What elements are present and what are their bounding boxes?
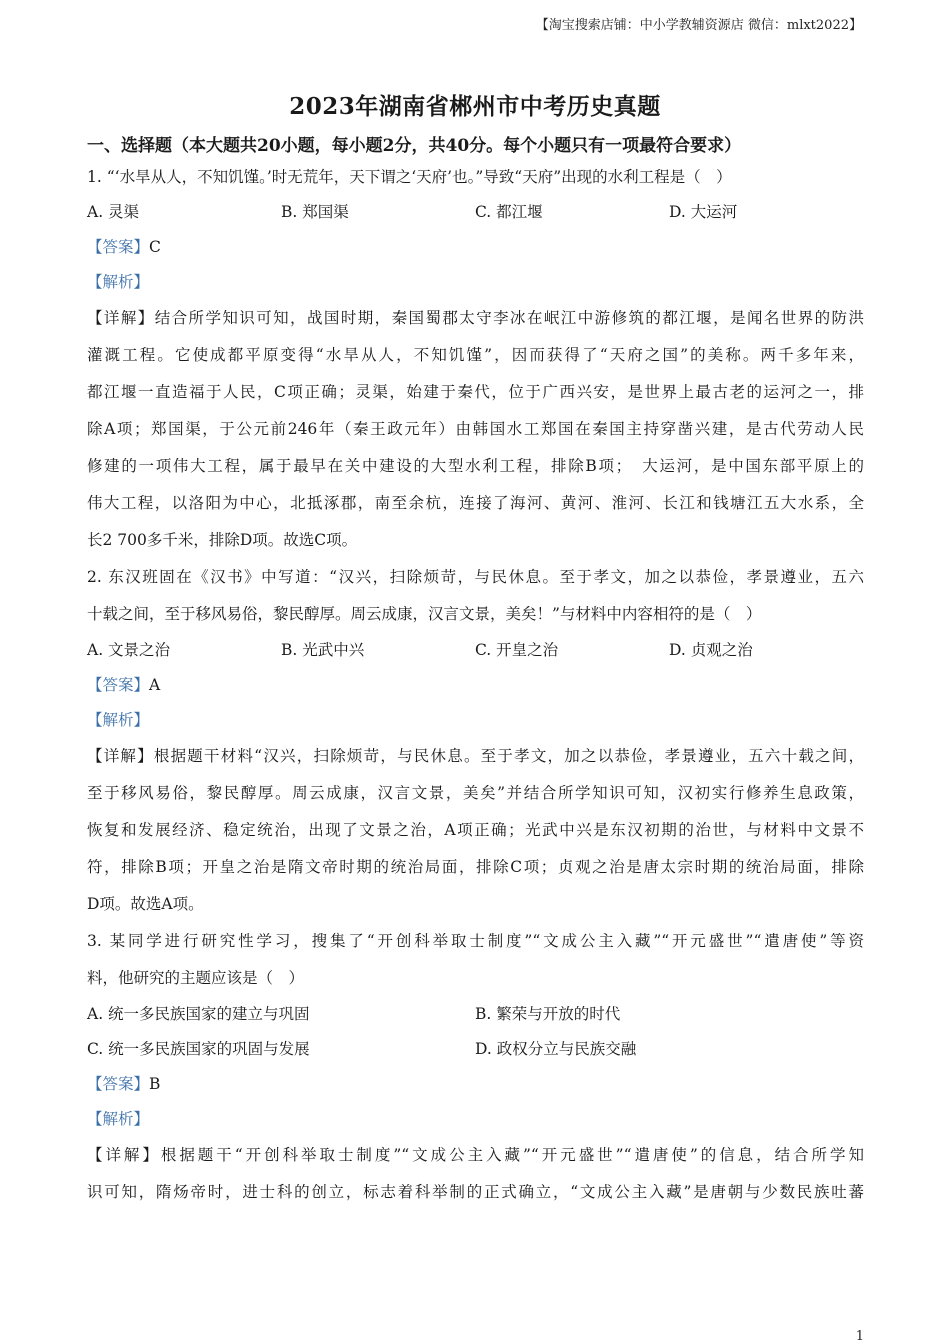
options-row [87,997,864,1032]
option-b: B. 繁荣与开放的时代 [475,1005,621,1023]
option-b: B. 光武中兴 [281,641,365,659]
detail-line: 恢复和发展经济、稳定统治，出现了文景之治，A项正确；光武中兴是东汉初期的治世，与材料中文景不 [87,821,864,839]
analysis-label: 【解析】 [87,711,150,729]
document-body [87,132,864,1211]
option-d: D. 贞观之治 [669,641,753,659]
analysis-label: 【解析】 [87,273,150,291]
detail-label: 【详解】 [87,309,155,327]
question-2 [87,559,864,923]
detail-label: 【详解】 [87,747,154,765]
answer-line [87,230,864,265]
detail-line: 修建的一项伟大工程，属于最早在关中建设的大型水利工程，排除B项； 大运河，是中国东部平原上的 [87,457,864,475]
analysis-line [87,703,864,738]
question-stem: 3. 某同学进行研究性学习，搜集了“开创科举取士制度”“文成公主入藏”“开元盛世”“遣唐使”等资 [87,932,864,950]
question-3 [87,923,864,1211]
question-stem: 料，他研究的主题应该是（ ） [87,969,305,987]
option-a: A. 统一多民族国家的建立与巩固 [87,1005,310,1023]
question-stem: 十载之间，至于移风易俗，黎民醇厚。周云成康，汉言文景，美矣！”与材料中内容相符的是（ ） [87,605,762,623]
detail-text: 根据题干“开创科举取士制度”“文成公主入藏”“开元盛世”“遣唐使”的信息，结合所学知 [160,1146,864,1164]
analysis-line [87,1102,864,1137]
detail-line [87,300,864,337]
question-1 [87,160,864,559]
option-a: A. 文景之治 [87,641,171,659]
option-d: D. 大运河 [669,203,738,221]
detail-line [87,1137,864,1174]
detail-line: 都江堰一直造福于人民，C项正确；灵渠，始建于秦代，位于广西兴安，是世界上最古老的运河之一，排 [87,383,864,401]
answer-label: 【答案】 [87,1075,150,1093]
option-a: A. 灵渠 [87,203,140,221]
answer-label: 【答案】 [87,238,150,256]
page-number: 1 [855,1329,864,1344]
detail-line: 灌溉工程。它使成都平原变得“水旱从人，不知饥馑”，因而获得了“天府之国”的美称。两千多年来， [87,346,864,364]
detail-line: 识可知，隋炀帝时，进士科的创立，标志着科举制的正式确立，“文成公主入藏”是唐朝与少数民族吐蕃 [87,1183,864,1201]
detail-line: 伟大工程，以洛阳为中心，北抵涿郡，南至余杭，连接了海河、黄河、淮河、长江和钱塘江五大水系，全 [87,494,864,512]
answer-value: C [149,238,161,256]
detail-line: 长2 700多千米，排除D项。故选C项。 [87,531,358,549]
detail-line: 除A项；郑国渠，于公元前246年（秦王政元年）由韩国水工郑国在秦国主持穿凿兴建，是古代劳动人民 [87,420,864,438]
question-stem: 1. “‘水旱从人，不知饥馑。’时无荒年，天下谓之‘天府’也。”导致“天府”出现的水利工程是（ ） [87,168,732,186]
detail-line: 至于移风易俗，黎民醇厚。周云成康，汉言文景，美矣”并结合所学知识可知，汉初实行修养生息政策， [87,784,864,802]
answer-line [87,668,864,703]
option-c: C. 开皇之治 [475,641,559,659]
answer-value: A [149,676,161,694]
option-d: D. 政权分立与民族交融 [475,1040,637,1058]
answer-value: B [149,1075,161,1093]
detail-line: 符，排除B项；开皇之治是隋文帝时期的统治局面，排除C项；贞观之治是唐太宗时期的统治局面，排除 [87,858,864,876]
analysis-line [87,265,864,300]
options-row [87,195,864,230]
page-title: 2023年湖南省郴州市中考历史真题 [289,93,661,120]
options-row [87,1032,864,1067]
header-note: 【淘宝搜索店铺：中小学教辅资源店 微信：mlxt2022】 [535,18,862,33]
question-stem: 2. 东汉班固在《汉书》中写道：“汉兴，扫除烦苛，与民休息。至于孝文，加之以恭俭，孝景遵业，五六 [87,568,864,586]
detail-text: 结合所学知识可知，战国时期，秦国蜀郡太守李冰在岷江中游修筑的都江堰，是闻名世界的防洪 [154,309,864,327]
detail-line [87,738,864,775]
option-b: B. 郑国渠 [281,203,349,221]
detail-text: 根据题干材料“汉兴，扫除烦苛，与民休息。至于孝文，加之以恭俭，孝景遵业，五六十载之间， [153,747,864,765]
detail-line: D项。故选A项。 [87,895,204,913]
option-c: C. 都江堰 [475,203,543,221]
options-row [87,633,864,668]
detail-label: 【详解】 [87,1146,161,1164]
answer-label: 【答案】 [87,676,150,694]
answer-line [87,1067,864,1102]
option-c: C. 统一多民族国家的巩固与发展 [87,1040,310,1058]
section-heading: 一、选择题（本大题共20小题，每小题2分，共40分。每个小题只有一项最符合要求） [87,136,742,156]
analysis-label: 【解析】 [87,1110,150,1128]
